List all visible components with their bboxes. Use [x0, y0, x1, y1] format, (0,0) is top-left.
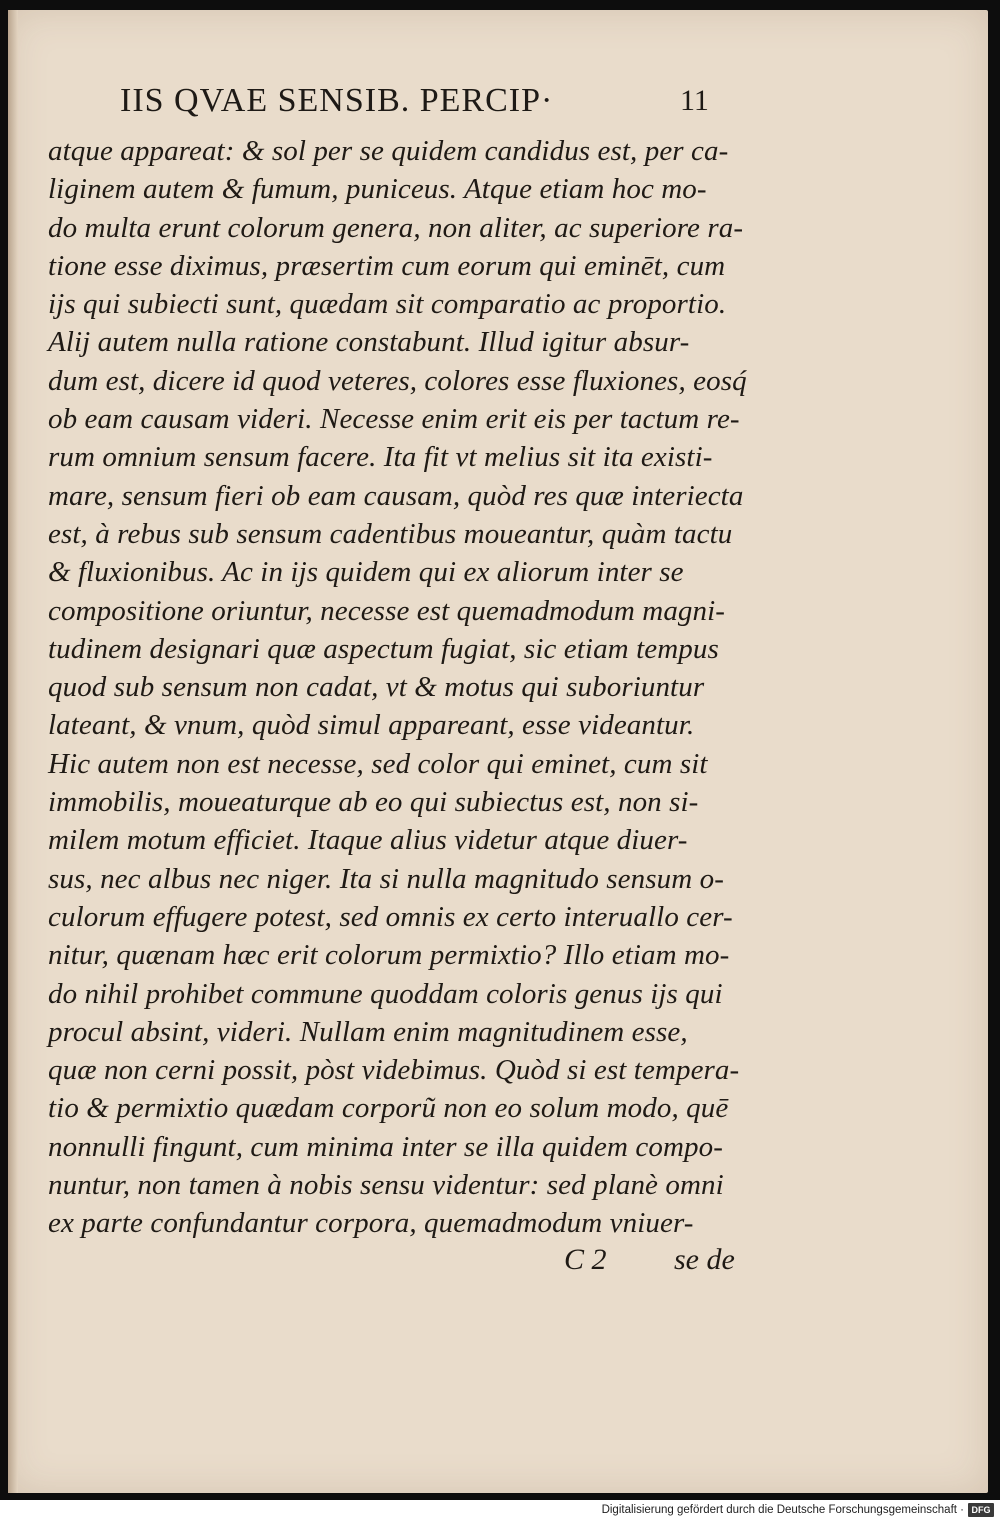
text-line: dum est, dicere id quod veteres, colores esse fluxiones, eosq́	[48, 364, 747, 397]
text-line: tudinem designari quæ aspectum fugiat, sic etiam tempus	[48, 632, 719, 665]
digitization-credit: Digitalisierung gefördert durch die Deutsche Forschungsgemeinschaft ·	[601, 1504, 964, 1516]
text-line: & fluxionibus. Ac in ijs quidem qui ex aliorum inter se	[48, 556, 684, 589]
page-gutter	[8, 10, 18, 1493]
dfg-logo-icon: DFG	[968, 1503, 994, 1517]
signature-mark: C 2	[564, 1243, 607, 1276]
text-line: do multa erunt colorum genera, non aliter, ac superiore ra-	[48, 211, 744, 244]
text-line: do nihil prohibet commune quoddam coloris genus ijs qui	[48, 977, 723, 1010]
page-number: 11	[680, 84, 709, 117]
catchword: se de	[674, 1243, 735, 1276]
text-line: culorum effugere potest, sed omnis ex certo interuallo cer-	[48, 900, 733, 933]
text-line: tione esse diximus, præsertim cum eorum qui eminēt, cum	[48, 249, 726, 282]
text-line: mare, sensum fieri ob eam causam, quòd res quæ interiecta	[48, 479, 744, 512]
text-line: nonnulli fingunt, cum minima inter se illa quidem compo-	[48, 1130, 723, 1163]
body-text	[48, 132, 748, 1243]
text-line: ijs qui subiecti sunt, quædam sit comparatio ac proportio.	[48, 288, 727, 321]
text-line: tio & permixtio quædam corporũ non eo solum modo, quē	[48, 1092, 729, 1125]
running-title: IIS QVAE SENSIB. PERCIP·	[120, 82, 554, 119]
text-line: est, à rebus sub sensum cadentibus moueantur, quàm tactu	[48, 517, 733, 550]
text-line: sus, nec albus nec niger. Ita si nulla magnitudo sensum o-	[48, 862, 724, 895]
text-line: atque appareat: & sol per se quidem candidus est, per ca-	[48, 135, 729, 167]
text-line: nuntur, non tamen à nobis sensu videntur: sed planè omni	[48, 1169, 724, 1202]
text-line: quod sub sensum non cadat, vt & motus qui suboriuntur	[48, 671, 705, 704]
text-line: quæ non cerni possit, pòst videbimus. Quòd si est tempera-	[48, 1054, 740, 1087]
text-line: ob eam causam videri. Necesse enim erit eis per tactum re-	[48, 403, 740, 436]
text-line: Alij autem nulla ratione constabunt. Illud igitur absur-	[48, 326, 690, 359]
text-line: lateant, & vnum, quòd simul appareant, esse videantur.	[48, 709, 695, 742]
text-line: immobilis, moueaturque ab eo qui subiectus est, non si-	[48, 786, 699, 819]
text-line: compositione oriuntur, necesse est quemadmodum magni-	[48, 594, 726, 627]
text-line: milem motum efficiet. Itaque alius videtur atque diuer-	[48, 824, 688, 857]
text-line: Hic autem non est necesse, sed color qui eminet, cum sit	[48, 747, 708, 780]
text-line: procul absint, videri. Nullam enim magnitudinem esse,	[48, 1015, 688, 1048]
text-line: nitur, quænam hæc erit colorum permixtio? Illo etiam mo-	[48, 939, 730, 972]
text-line: rum omnium sensum facere. Ita fit vt melius sit ita existi-	[48, 441, 713, 474]
text-line: ex parte confundantur corpora, quemadmodum vniuer-	[48, 1207, 694, 1240]
text-line: liginem autem & fumum, puniceus. Atque etiam hoc mo-	[48, 173, 707, 206]
